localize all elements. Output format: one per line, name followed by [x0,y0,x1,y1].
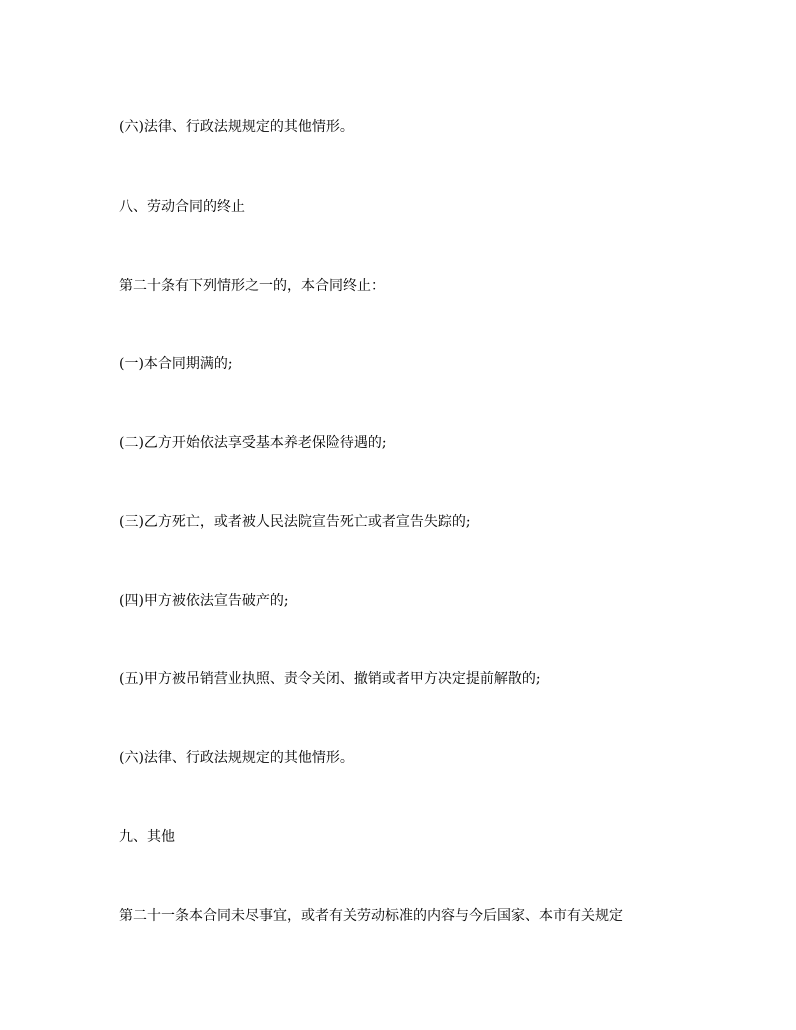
section-heading-9: 九、其他 [119,829,175,845]
section-heading-8: 八、劳动合同的终止 [119,199,245,215]
clause-item-2: (二)乙方开始依法享受基本养老保险待遇的; [119,435,387,451]
clause-item-5: (五)甲方被吊销营业执照、责令关闭、撤销或者甲方决定提前解散的; [119,671,541,687]
clause-item-6-second: (六)法律、行政法规规定的其他情形。 [119,750,354,766]
clause-item-6-first: (六)法律、行政法规规定的其他情形。 [119,119,354,135]
clause-item-4: (四)甲方被依法宣告破产的; [119,593,289,609]
clause-item-1: (一)本合同期满的; [119,356,233,372]
clause-item-3: (三)乙方死亡，或者被人民法院宣告死亡或者宣告失踪的; [119,514,471,530]
article-21-text: 第二十一条本合同未尽事宜，或者有关劳动标准的内容与今后国家、本市有关规定 [119,908,623,924]
article-20-text: 第二十条有下列情形之一的，本合同终止： [119,278,385,294]
